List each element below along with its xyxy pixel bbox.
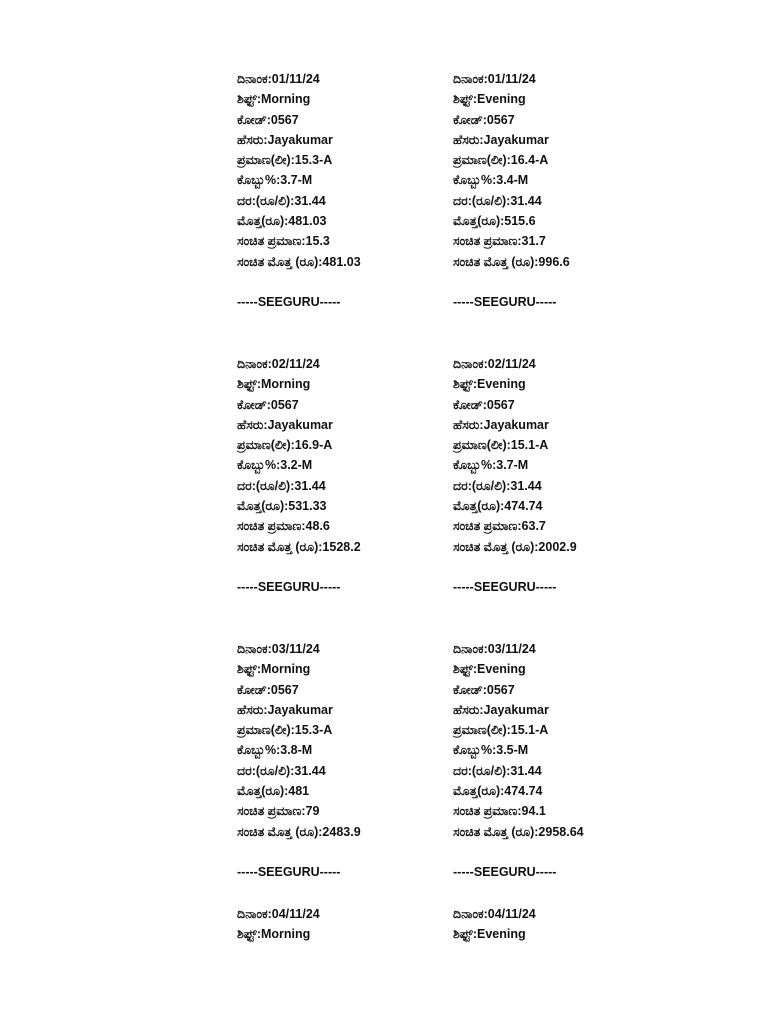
fat-line: ಕೊಬ್ಬು%:3.7-M	[237, 173, 313, 188]
amount-line: ಮೊತ್ತ(ರೂ):481	[237, 784, 310, 799]
cumulative-amount-line: ಸಂಚಿತ ಮೊತ್ತ (ರೂ):1528.2	[237, 539, 361, 554]
name-line: ಹೆಸರು:Jayakumar	[453, 417, 549, 432]
shift-line: ಶಿಫ್ಟ್:Morning	[237, 662, 311, 677]
quantity-line: ಪ್ರಮಾಣ(ಲೀ):16.4-A	[453, 153, 549, 168]
rate-line: ದರ:(ರೂ/ಲಿ):31.44	[237, 193, 326, 208]
rate-line: ದರ:(ರೂ/ಲಿ):31.44	[453, 763, 542, 778]
rate-line: ದರ:(ರೂ/ಲಿ):31.44	[237, 478, 326, 493]
amount-line: ಮೊತ್ತ(ರೂ):474.74	[453, 499, 543, 514]
amount-line: ಮೊತ್ತ(ರೂ):481.03	[237, 214, 327, 229]
fat-line: ಕೊಬ್ಬು%:3.4-M	[453, 173, 529, 188]
cumulative-amount-line: ಸಂಚಿತ ಮೊತ್ತ (ರೂ):2002.9	[453, 539, 577, 554]
date-line: ದಿನಾಂಕ:02/11/24	[453, 357, 536, 371]
quantity-line: ಪ್ರಮಾಣ(ಲೀ):15.3-A	[237, 153, 333, 168]
shift-line: ಶಿಫ್ಟ್:Evening	[453, 92, 526, 107]
receipt-03-morning	[237, 639, 447, 842]
date-line: ದಿನಾಂಕ:03/11/24	[453, 642, 536, 656]
code-line: ಕೋಡ್:0567	[237, 397, 299, 412]
cumulative-quantity-line: ಸಂಚಿತ ಪ್ರಮಾಣ:63.7	[453, 519, 546, 534]
shift-line: ಶಿಫ್ಟ್:Evening	[453, 927, 526, 942]
name-line: ಹೆಸರು:Jayakumar	[237, 702, 333, 717]
name-line: ಹೆಸರು:Jayakumar	[453, 132, 549, 147]
code-line: ಕೋಡ್:0567	[237, 112, 299, 127]
code-line: ಕೋಡ್:0567	[453, 397, 515, 412]
code-line: ಕೋಡ್:0567	[453, 112, 515, 127]
fat-line: ಕೊಬ್ಬು%:3.8-M	[237, 743, 313, 758]
receipt-01-evening	[453, 69, 663, 272]
cumulative-quantity-line: ಸಂಚಿತ ಪ್ರಮಾಣ:31.7	[453, 234, 546, 249]
shift-line: ಶಿಫ್ಟ್:Evening	[453, 377, 526, 392]
rate-line: ದರ:(ರೂ/ಲಿ):31.44	[453, 193, 542, 208]
cumulative-quantity-line: ಸಂಚಿತ ಪ್ರಮಾಣ:48.6	[237, 519, 330, 534]
receipt-03-evening	[453, 639, 663, 842]
cumulative-amount-line: ಸಂಚಿತ ಮೊತ್ತ (ರೂ):481.03	[237, 254, 361, 269]
date-line: ದಿನಾಂಕ:03/11/24	[237, 642, 320, 656]
date-line: ದಿನಾಂಕ:04/11/24	[453, 907, 536, 921]
rate-line: ದರ:(ರೂ/ಲಿ):31.44	[453, 478, 542, 493]
seeguru-separator: -----SEEGURU-----	[237, 295, 341, 309]
seeguru-separator: -----SEEGURU-----	[453, 295, 557, 309]
quantity-line: ಪ್ರಮಾಣ(ಲೀ):15.1-A	[453, 438, 549, 453]
code-line: ಕೋಡ್:0567	[237, 682, 299, 697]
cumulative-amount-line: ಸಂಚಿತ ಮೊತ್ತ (ರೂ):2483.9	[237, 824, 361, 839]
amount-line: ಮೊತ್ತ(ರೂ):474.74	[453, 784, 543, 799]
cumulative-amount-line: ಸಂಚಿತ ಮೊತ್ತ (ರೂ):996.6	[453, 254, 570, 269]
quantity-line: ಪ್ರಮಾಣ(ಲೀ):16.9-A	[237, 438, 333, 453]
receipt-04-evening	[453, 904, 663, 945]
quantity-line: ಪ್ರಮಾಣ(ಲೀ):15.1-A	[453, 723, 549, 738]
name-line: ಹೆಸರು:Jayakumar	[237, 417, 333, 432]
cumulative-quantity-line: ಸಂಚಿತ ಪ್ರಮಾಣ:79	[237, 804, 320, 819]
fat-line: ಕೊಬ್ಬು%:3.5-M	[453, 743, 529, 758]
seeguru-separator: -----SEEGURU-----	[237, 865, 341, 879]
amount-line: ಮೊತ್ತ(ರೂ):515.6	[453, 214, 536, 229]
cumulative-quantity-line: ಸಂಚಿತ ಪ್ರಮಾಣ:94.1	[453, 804, 546, 819]
name-line: ಹೆಸರು:Jayakumar	[453, 702, 549, 717]
rate-line: ದರ:(ರೂ/ಲಿ):31.44	[237, 763, 326, 778]
cumulative-amount-line: ಸಂಚಿತ ಮೊತ್ತ (ರೂ):2958.64	[453, 824, 584, 839]
seeguru-separator: -----SEEGURU-----	[453, 865, 557, 879]
fat-line: ಕೊಬ್ಬು%:3.2-M	[237, 458, 313, 473]
shift-line: ಶಿಫ್ಟ್:Morning	[237, 927, 311, 942]
seeguru-separator: -----SEEGURU-----	[453, 580, 557, 594]
code-line: ಕೋಡ್:0567	[453, 682, 515, 697]
receipt-01-morning	[237, 69, 447, 272]
date-line: ದಿನಾಂಕ:04/11/24	[237, 907, 320, 921]
amount-line: ಮೊತ್ತ(ರೂ):531.33	[237, 499, 327, 514]
date-line: ದಿನಾಂಕ:02/11/24	[237, 357, 320, 371]
shift-line: ಶಿಫ್ಟ್:Morning	[237, 377, 311, 392]
seeguru-separator: -----SEEGURU-----	[237, 580, 341, 594]
receipt-02-evening	[453, 354, 663, 557]
shift-line: ಶಿಫ್ಟ್:Morning	[237, 92, 311, 107]
quantity-line: ಪ್ರಮಾಣ(ಲೀ):15.3-A	[237, 723, 333, 738]
cumulative-quantity-line: ಸಂಚಿತ ಪ್ರಮಾಣ:15.3	[237, 234, 330, 249]
date-line: ದಿನಾಂಕ:01/11/24	[453, 72, 536, 86]
receipt-02-morning	[237, 354, 447, 557]
fat-line: ಕೊಬ್ಬು%:3.7-M	[453, 458, 529, 473]
receipt-04-morning	[237, 904, 447, 945]
name-line: ಹೆಸರು:Jayakumar	[237, 132, 333, 147]
date-line: ದಿನಾಂಕ:01/11/24	[237, 72, 320, 86]
shift-line: ಶಿಫ್ಟ್:Evening	[453, 662, 526, 677]
